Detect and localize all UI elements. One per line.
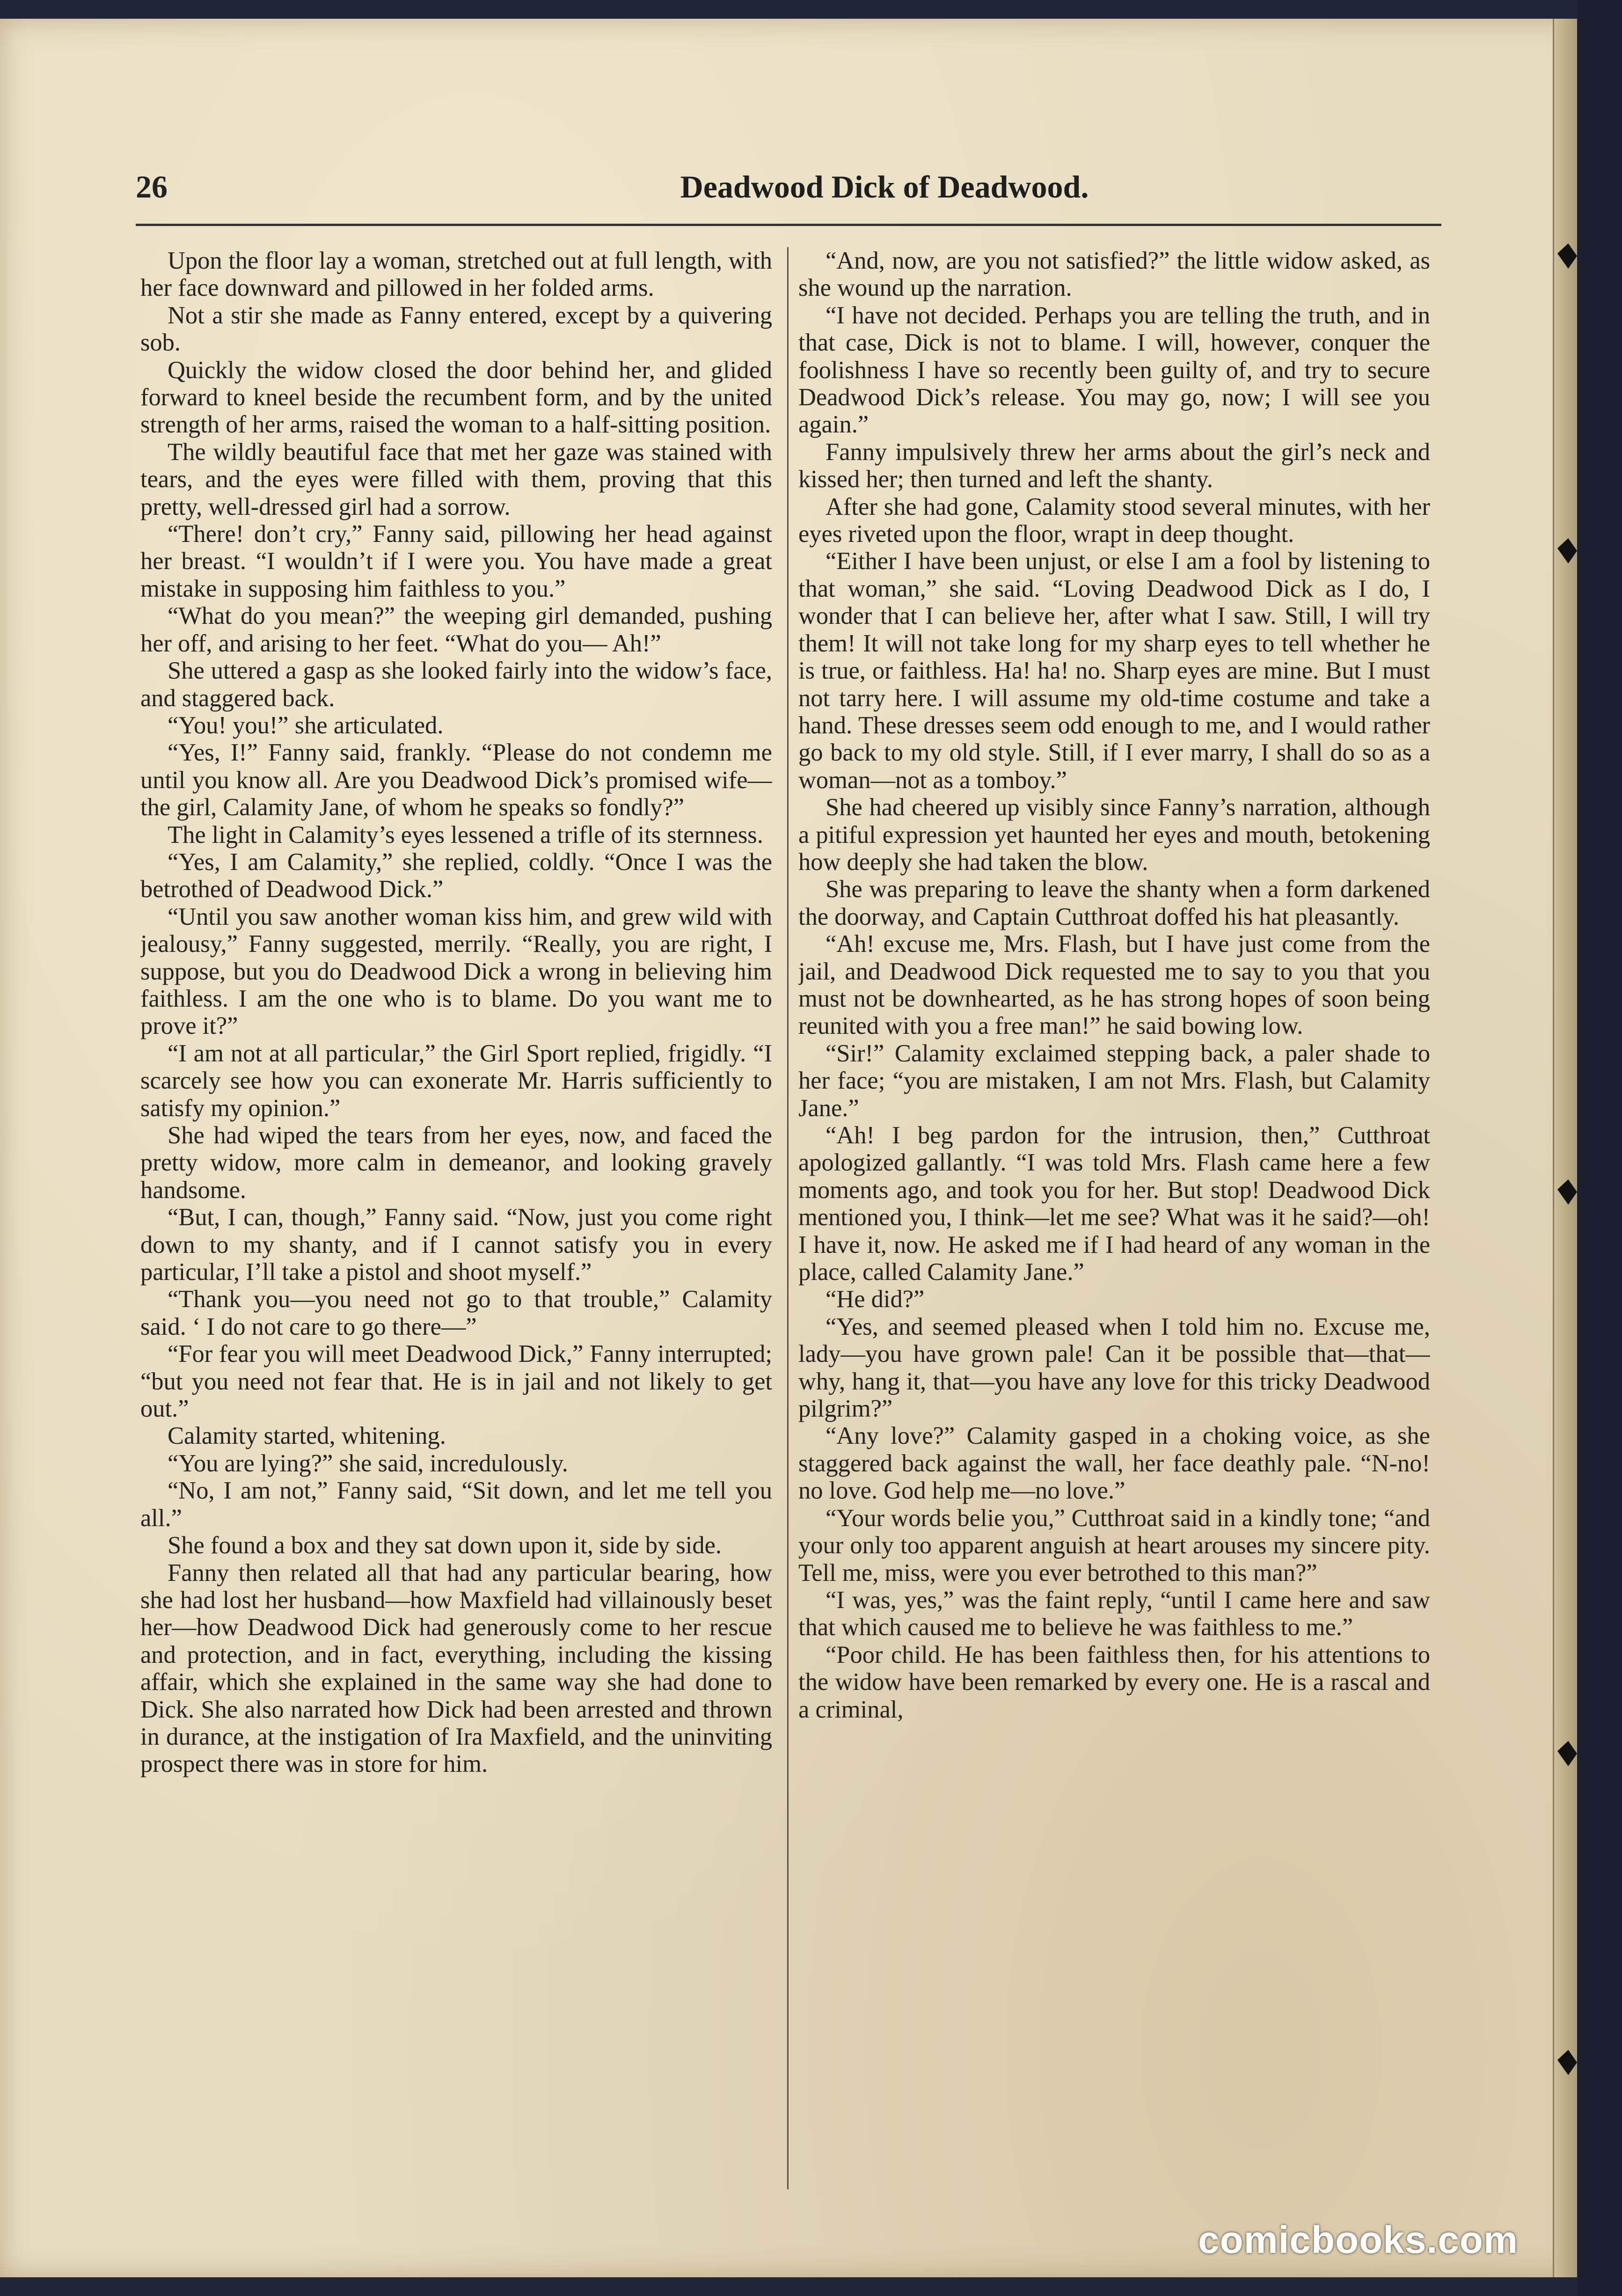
page-number: 26: [136, 169, 168, 205]
paragraph: She found a box and they sat down upon it, side by side.: [168, 1532, 722, 1559]
paragraph: “Sir!” Calamity exclaimed stepping back, a paler shade to her face; “you are mistaken, I am not Mrs. Flash, but Calamity Jane.”: [798, 1039, 1430, 1122]
paragraph: “Yes, I!” Fanny said, frankly. “Please do not condemn me until you know all. Are you Deadwood Dick’s promised wife—the girl, Calamity Jane, of whom he speaks so fondly?”: [140, 739, 772, 821]
paragraph: Calamity started, whitening.: [168, 1422, 446, 1450]
left-column: [140, 247, 772, 2189]
column-divider: [787, 247, 789, 2189]
page-header: [136, 168, 1446, 220]
paragraph: Upon the floor lay a woman, stretched out at full length, with her face downward and pillowed in her folded arms.: [140, 247, 772, 302]
paragraph: She had wiped the tears from her eyes, now, and faced the pretty widow, more calm in demeanor, and looking gravely handsome.: [140, 1122, 772, 1204]
paragraph: “And, now, are you not satisfied?” the little widow asked, as she wound up the narration.: [798, 247, 1430, 302]
paragraph: Fanny then related all that had any particular bearing, how she had lost her husband—how Maxfield had villainously beset her—how Deadwood Dick had generously come to her rescue and protection, and in fact, everything, including the kissing affair, which she explained in the same way she had done to Dick. She also narrated how Dick had been arrested and thrown in durance, at the instigation of Ira Maxfield, and the uninviting prospect there was in store for him.: [140, 1559, 772, 1778]
right-column: [798, 247, 1430, 2189]
paragraph: She uttered a gasp as she looked fairly into the widow’s face, and staggered back.: [140, 657, 772, 712]
paragraph: “I have not decided. Perhaps you are telling the truth, and in that case, Dick is not to blame. I will, however, conquer the foolishness I have so recently been guilty of, and try to secure Deadwood Dick’s release. You may go, now; I will see you again.”: [798, 301, 1430, 439]
paragraph: Fanny impulsively threw her arms about the girl’s neck and kissed her; then turned and left the shanty.: [798, 438, 1430, 493]
binding-edge: [1577, 0, 1622, 2296]
watermark: comicbooks.com: [1198, 2219, 1518, 2261]
paragraph: “You! you!” she articulated.: [168, 711, 444, 739]
paragraph: Not a stir she made as Fanny entered, except by a quivering sob.: [140, 301, 772, 357]
running-title: Deadwood Dick of Deadwood.: [680, 169, 1089, 205]
paragraph: She had cheered up visibly since Fanny’s narration, although a pitiful expression yet haunted her eyes and mouth, betokening how deeply she had taken the blow.: [798, 794, 1430, 876]
paragraph: Quickly the widow closed the door behind her, and glided forward to kneel beside the recumbent form, and by the united strength of her arms, raised the woman to a half-sitting position.: [140, 356, 772, 439]
paragraph: “But, I can, though,” Fanny said. “Now, just you come right down to my shanty, and if I cannot satisfy you in every particular, I’ll take a pistol and shoot myself.”: [140, 1204, 772, 1286]
paragraph: “Ah! excuse me, Mrs. Flash, but I have just come from the jail, and Deadwood Dick requested me to say to you that you must not be downhearted, as he has strong hopes of soon being reunited with you a free man!” he said bowing low.: [798, 930, 1430, 1040]
paragraph: “You are lying?” she said, incredulously.: [168, 1449, 568, 1477]
paragraph: “There! don’t cry,” Fanny said, pillowing her head against her breast. “I wouldn’t if I were you. You have made a great mistake in supposing him faithless to you.”: [140, 520, 772, 602]
header-rule: [136, 224, 1441, 226]
paragraph: “Yes, I am Calamity,” she replied, coldly. “Once I was the betrothed of Deadwood Dick.”: [140, 848, 772, 903]
paragraph: “Poor child. He has been faithless then, for his attentions to the widow have been remarked by every one. He is a rascal and a criminal,: [798, 1641, 1430, 1723]
paragraph: “For fear you will meet Deadwood Dick,” Fanny interrupted; “but you need not fear that. He is in jail and not likely to get out.”: [140, 1340, 772, 1423]
paragraph: “Yes, and seemed pleased when I told him no. Excuse me, lady—you have grown pale! Can it be possible that—that—why, hang it, that—you have any love for this tricky Deadwood pilgrim?”: [798, 1313, 1430, 1423]
paragraph: The wildly beautiful face that met her gaze was stained with tears, and the eyes were filled with them, proving that this pretty, well-dressed girl had a sorrow.: [140, 438, 772, 520]
paragraph: “Thank you—you need not go to that trouble,” Calamity said. ‘ I do not care to go there—”: [140, 1286, 772, 1340]
paragraph: “Your words belie you,” Cutthroat said in a kindly tone; “and your only too apparent anguish at heart arouses my sincere pity. Tell me, miss, were you ever betrothed to this man?”: [798, 1504, 1430, 1587]
paragraph: The light in Calamity’s eyes lessened a trifle of its sternness.: [168, 821, 763, 848]
paragraph: “I am not at all particular,” the Girl Sport replied, frigidly. “I scarcely see how you can exonerate Mr. Harris sufficiently to satisfy my opinion.”: [140, 1039, 772, 1122]
paragraph: “Any love?” Calamity gasped in a choking voice, as she staggered back against the wall, her face deathly pale. “N-no! no love. God help me—no love.”: [798, 1422, 1430, 1505]
paragraph: “Either I have been unjust, or else I am a fool by listening to that woman,” she said. “Loving Deadwood Dick as I do, I wonder that I can believe her, after what I saw. Still, I will try them! It will not take long for my sharp eyes to tell whether he is true, or faithless. Ha! ha! no. Sharp eyes are mine. But I must not tarry here. I will assume my old-time costume and take a hand. These dresses seem odd enough to me, and I would rather go back to my old style. Still, if I ever marry, I shall do so as a woman—not as a tomboy.”: [798, 548, 1430, 794]
paragraph: “What do you mean?” the weeping girl demanded, pushing her off, and arising to her feet. “What do you— Ah!”: [140, 602, 772, 657]
paragraph: “Until you saw another woman kiss him, and grew wild with jealousy,” Fanny suggested, merrily. “Really, you are right, I suppose, but you do Deadwood Dick a wrong in believing him faithless. I am the one who is to blame. Do you want me to prove it?”: [140, 903, 772, 1040]
paragraph: After she had gone, Calamity stood several minutes, with her eyes riveted upon the floor, wrapt in deep thought.: [798, 493, 1430, 548]
paragraph: “I was, yes,” was the faint reply, “until I came here and saw that which caused me to believe he was faithless to me.”: [798, 1586, 1430, 1641]
paragraph: “No, I am not,” Fanny said, “Sit down, and let me tell you all.”: [140, 1477, 772, 1532]
paragraph: “He did?”: [826, 1286, 925, 1313]
paragraph: “Ah! I beg pardon for the intrusion, then,” Cutthroat apologized gallantly. “I was told Mrs. Flash came here a few moments ago, and took you for her. But stop! Deadwood Dick mentioned you, I think—let me see? What was it he said?—oh! I have it, now. He asked me if I had heard of any woman in the place, called Calamity Jane.”: [798, 1122, 1430, 1286]
page-spine: [1553, 19, 1578, 2277]
paragraph: She was preparing to leave the shanty when a form darkened the doorway, and Captain Cutthroat doffed his hat pleasantly.: [798, 876, 1430, 930]
